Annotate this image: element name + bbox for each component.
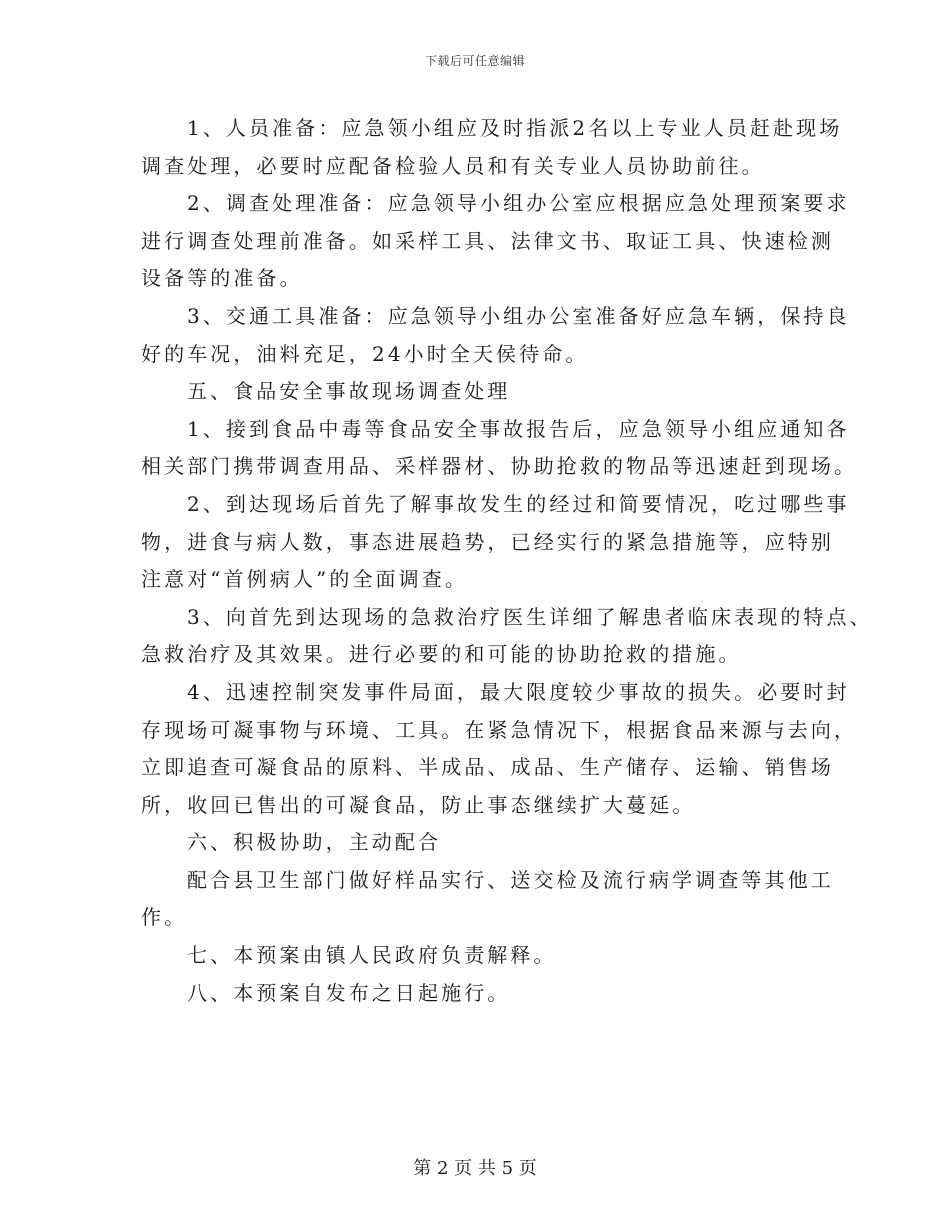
text-line: 注意对“首例病人”的全面调查。 — [141, 567, 468, 592]
document-body — [141, 110, 873, 1012]
text-line: 调查处理，必要时应配备检验人员和有关专业人员协助前往。 — [141, 153, 765, 178]
text-line: 五、食品安全事故现场调查处理 — [187, 379, 511, 404]
text-line: 1、接到食品中毒等食品安全事故报告后，应急领导小组应通知各 — [187, 416, 850, 441]
text-line: 存现场可凝事物与环境、工具。在紧急情况下，根据食品来源与去向， — [141, 717, 858, 742]
text-line: 1、人员准备：应急领小组应及时指派2名以上专业人员赶赴现场 — [187, 116, 843, 140]
text-line: 作。 — [141, 905, 188, 930]
text-line: 八、本预案自发布之日起施行。 — [187, 980, 511, 1005]
text-line: 所，收回已售出的可凝食品，防止事态继续扩大蔓延。 — [141, 792, 696, 817]
text-line: 相关部门携带调查用品、采样器材、协助抢救的物品等迅速赶到现场。 — [141, 454, 858, 479]
text-line: 好的车况，油料充足，24小时全天侯待命。 — [141, 341, 589, 366]
text-line: 3、交通工具准备：应急领导小组办公室准备好应急车辆，保持良 — [187, 303, 850, 328]
page-number: 第 2 页 共 5 页 — [413, 1158, 537, 1179]
text-line: 物，进食与病人数，事态进展趋势，已经实行的紧急措施等，应特别 — [141, 529, 834, 554]
text-line: 4、迅速控制突发事件局面，最大限度较少事故的损失。必要时封 — [187, 679, 850, 704]
text-line: 立即追查可凝食品的原料、半成品、成品、生产储存、运输、销售场 — [141, 755, 834, 780]
text-line: 设备等的准备。 — [141, 266, 303, 291]
text-line: 3、向首先到达现场的急救治疗医生详细了解患者临床表现的特点、 — [187, 604, 873, 629]
text-line: 六、积极协助，主动配合 — [187, 830, 442, 855]
text-line: 2、调查处理准备：应急领导小组办公室应根据应急处理预案要求 — [187, 191, 850, 216]
text-line: 进行调查处理前准备。如采样工具、法律文书、取证工具、快速检测 — [141, 228, 834, 253]
text-line: 2、到达现场后首先了解事故发生的经过和简要情况，吃过哪些事 — [187, 491, 850, 516]
text-line: 配合县卫生部门做好样品实行、送交检及流行病学调查等其他工 — [187, 867, 834, 892]
text-line: 急救治疗及其效果。进行必要的和可能的协助抢救的措施。 — [141, 642, 742, 667]
page-header: 下载后可任意编辑 — [424, 54, 525, 68]
text-line: 七、本预案由镇人民政府负责解释。 — [187, 943, 557, 968]
